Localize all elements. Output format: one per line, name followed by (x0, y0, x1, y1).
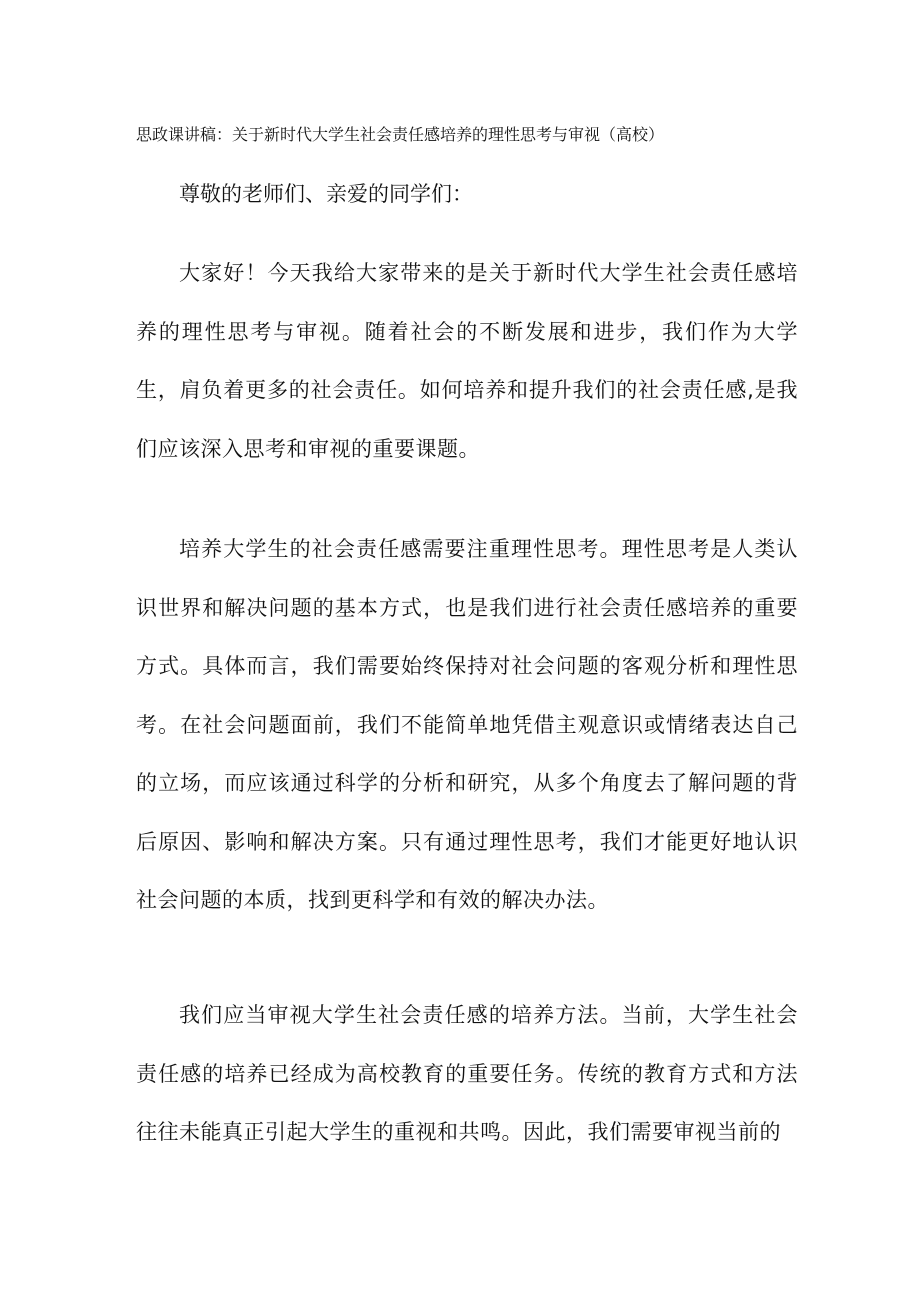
paragraph-3: 我们应当审视大学生社会责任感的培养方法。当前，大学生社会责任感的培养已经成为高校教育的重要任务。传统的教育方式和方法往往未能真正引起大学生的重视和共鸣。因此，我们需要审视当前的 (136, 1003, 798, 1144)
paragraph-1: 大家好！今天我给大家带来的是关于新时代大学生社会责任感培养的理性思考与审视。随着社会的不断发展和进步，我们作为大学生，肩负着更多的社会责任。如何培养和提升我们的社会责任感,是我们应该深入思考和审视的重要课题。 (136, 261, 798, 461)
document-title: 思政课讲稿：关于新时代大学生社会责任感培养的理性思考与审视（高校） (136, 125, 665, 144)
paragraph-2: 培养大学生的社会责任感需要注重理性思考。理性思考是人类认识世界和解决问题的基本方式，也是我们进行社会责任感培养的重要方式。具体而言，我们需要始终保持对社会问题的客观分析和理性思考。在社会问题面前，我们不能简单地凭借主观意识或情绪表达自己的立场，而应该通过科学的分析和研究，从多个角度去了解问题的背后原因、影响和解决方案。只有通过理性思考，我们才能更好地认识社会问题的本质，找到更科学和有效的解决办法。 (136, 537, 798, 912)
salutation: 尊敬的老师们、亲爱的同学们： (179, 182, 473, 206)
